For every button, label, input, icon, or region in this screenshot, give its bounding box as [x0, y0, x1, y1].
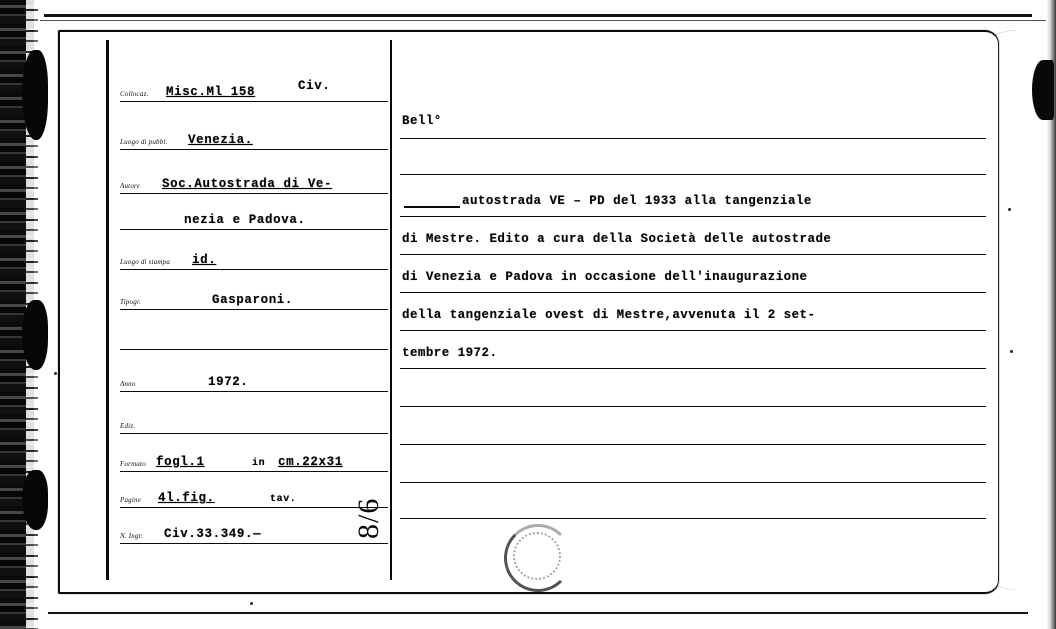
field-label-edizione: Ediz.: [120, 422, 136, 430]
note-rule: [400, 330, 986, 331]
field-rule: [120, 349, 388, 350]
scan-blob-artifact: [22, 50, 48, 140]
field-value-formato: fogl.1: [156, 455, 205, 469]
note-line-5: tembre 1972.: [402, 346, 498, 360]
note-line-2: di Mestre. Edito a cura della Società delle autostrade: [402, 232, 832, 246]
field-rule: [120, 149, 388, 150]
page-top-rule-secondary: [40, 20, 1050, 21]
field-tipografo: [120, 276, 388, 310]
note-line-3: di Venezia e Padova in occasione dell'inaugurazione: [402, 270, 808, 284]
field-value-formato-in: in: [252, 458, 266, 469]
note-blank-dash: [404, 206, 460, 208]
field-rule: [120, 193, 388, 194]
field-label-pagine: Pagine: [120, 496, 142, 504]
field-value-collocazione-civ: Civ.: [298, 79, 331, 93]
field-rule: [120, 229, 388, 230]
field-value-formato-misure: cm.22x31: [278, 455, 343, 469]
field-luogo-pubblicazione: [120, 116, 388, 150]
scan-blob-artifact-right: [1032, 60, 1054, 120]
field-collocazione: [120, 68, 388, 102]
field-numero-ingresso: [120, 510, 388, 544]
field-value-luogo-pubblicazione: Venezia.: [188, 133, 253, 147]
scan-blob-artifact: [22, 300, 48, 370]
field-value-numero-ingresso: Civ.33.349.—: [164, 527, 262, 541]
card-left-vertical-rule: [106, 40, 109, 580]
field-value-autore-line2: nezia e Padova.: [184, 213, 306, 227]
field-luogo-stampa: [120, 236, 388, 270]
field-label-formato: Formato: [120, 460, 146, 468]
field-label-autore: Autore: [120, 182, 140, 190]
note-column: [400, 44, 990, 580]
field-label-luogo-pubblicazione: Luogo di pubbl.: [120, 138, 168, 146]
scan-blob-artifact: [22, 470, 48, 530]
field-value-collocazione: Misc.Ml 158: [166, 85, 256, 99]
note-line-4: della tangenziale ovest di Mestre,avvenuta il 2 set-: [402, 308, 816, 322]
field-pagine: [120, 474, 388, 508]
field-rule: [120, 309, 388, 310]
field-value-autore-line1: Soc.Autostrada di Ve-: [162, 177, 333, 191]
field-rule: [120, 391, 388, 392]
field-value-tipografo: Gasparoni.: [212, 293, 294, 307]
field-rule: [120, 433, 388, 434]
field-value-pagine: 4l.fig.: [158, 491, 215, 505]
scan-speck: [250, 602, 253, 605]
note-rule: [400, 254, 986, 255]
field-rule: [120, 471, 388, 472]
field-value-luogo-stampa: id.: [192, 253, 217, 267]
field-label-anno: Anno: [120, 380, 136, 388]
field-rule: [120, 507, 388, 508]
field-value-anno: 1972.: [208, 375, 249, 389]
note-rule: [400, 444, 986, 445]
library-stamp: [504, 524, 572, 592]
note-rule: [400, 292, 986, 293]
note-rule: [400, 174, 986, 175]
note-rule: [400, 138, 986, 139]
note-rule: [400, 482, 986, 483]
field-edizione: [120, 400, 388, 434]
field-label-collocazione: Collocaz.: [120, 90, 149, 98]
scan-speck: [1010, 350, 1013, 353]
page-top-rule: [44, 14, 1032, 17]
field-label-luogo-stampa: Luogo di stampa: [120, 258, 171, 266]
handwritten-mark: 8/6: [352, 497, 385, 539]
note-rule: [400, 406, 986, 407]
catalog-fields-column: [120, 44, 388, 580]
scan-speck: [54, 372, 57, 375]
field-autore-continuation: [120, 196, 388, 230]
note-rule: [400, 216, 986, 217]
field-anno: [120, 358, 388, 392]
catalog-card: [58, 30, 999, 594]
note-line-1: autostrada VE – PD del 1933 alla tangenziale: [462, 194, 812, 208]
field-rule: [120, 101, 388, 102]
note-header: Bell°: [402, 114, 442, 128]
note-rule: [400, 368, 986, 369]
field-label-tavole: tav.: [270, 494, 297, 505]
field-label-tipografo: Tipogr.: [120, 298, 142, 306]
scan-speck: [1008, 208, 1011, 211]
field-label-numero-ingresso: N. Ingr.: [120, 532, 143, 540]
field-rule: [120, 269, 388, 270]
field-rule: [120, 543, 388, 544]
note-rule: [400, 518, 986, 519]
page-bottom-rule: [48, 612, 1028, 614]
card-column-divider: [390, 40, 392, 580]
field-blank-line: [120, 316, 388, 350]
field-formato: [120, 438, 388, 472]
field-autore: [120, 160, 388, 194]
